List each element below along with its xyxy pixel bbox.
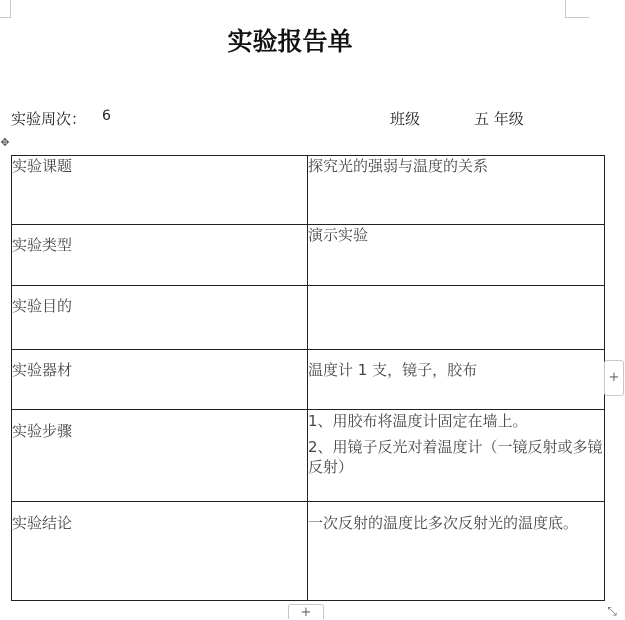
row-value-cell[interactable]	[308, 410, 605, 502]
row-value-text: 温度计 1 支，镜子，胶布	[308, 361, 478, 379]
plus-icon: +	[608, 370, 620, 385]
row-value-cell[interactable]	[308, 502, 605, 601]
row-value-text: 1、用胶布将温度计固定在墙上。	[308, 412, 528, 430]
margin-corner-mark	[0, 0, 11, 18]
row-value-text: 一次反射的温度比多次反射光的温度底。	[308, 514, 579, 532]
report-table	[11, 155, 605, 601]
document-title: 实验报告单	[227, 27, 353, 56]
table-row	[12, 286, 605, 350]
margin-corner-mark	[565, 0, 589, 18]
class-value: 五 年级	[474, 110, 524, 128]
row-label[interactable]: 实验步骤	[12, 410, 308, 502]
table-row	[12, 350, 605, 410]
row-label[interactable]: 实验器材	[12, 350, 308, 410]
plus-icon: +	[300, 605, 312, 620]
add-column-button[interactable]	[604, 360, 624, 396]
row-label[interactable]: 实验目的	[12, 286, 308, 350]
table-row	[12, 502, 605, 601]
resize-icon[interactable]: ⤡	[607, 604, 617, 618]
add-row-button[interactable]	[288, 604, 324, 619]
row-value-text: 演示实验	[308, 226, 369, 244]
row-value-text: 探究光的强弱与温度的关系	[308, 157, 489, 175]
class-label: 班级	[390, 110, 421, 128]
week-value: 6	[102, 108, 111, 124]
table-row	[12, 156, 605, 225]
row-value-cell[interactable]	[308, 286, 605, 350]
row-value-cell[interactable]	[308, 350, 605, 410]
row-label[interactable]: 实验课题	[12, 156, 308, 225]
row-value-cell[interactable]	[308, 225, 605, 286]
row-label[interactable]: 实验结论	[12, 502, 308, 601]
table-row	[12, 225, 605, 286]
row-label[interactable]: 实验类型	[12, 225, 308, 286]
week-label: 实验周次：	[11, 110, 87, 128]
move-icon[interactable]: ✥	[0, 136, 10, 149]
row-value-cell[interactable]	[308, 156, 605, 225]
table-row	[12, 410, 605, 502]
row-value-text: 2、用镜子反光对着温度计（一镜反射或多镜反射）	[308, 438, 603, 476]
